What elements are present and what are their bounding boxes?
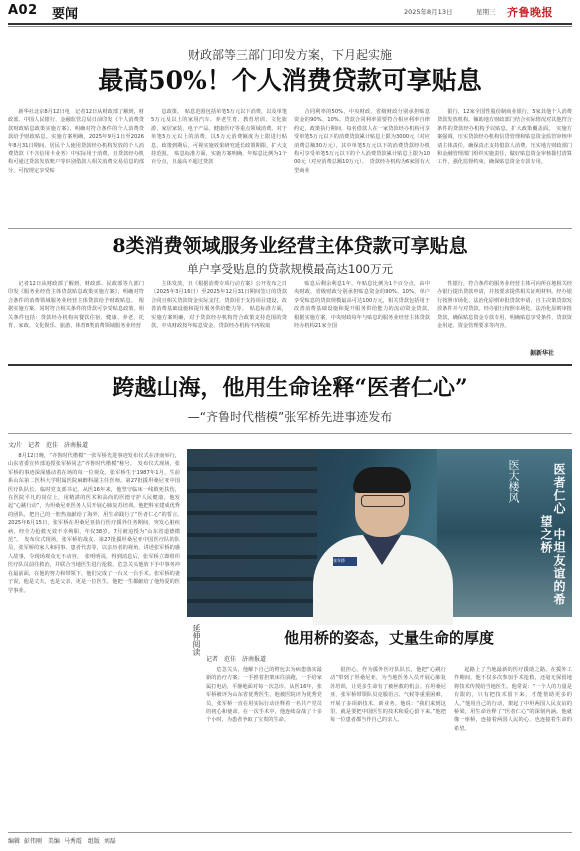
story2-column-3: 贴息后剩余利息1年，年贴息比例为1个百分点，由中央财政，省级财政分别承担贴息资金的90%、10%，单户享受贴息的贷款规模最高可达100万元，相关贷款包括用于改善消费基础设施和提升服务供给能力的流动资金贷款。 根据实施方案，中央财政每年与贴息的服务业经营主体贷款经办机构21家全国	[294, 281, 436, 330]
photo-doctor-hair	[353, 467, 411, 493]
photo-background-shelf	[187, 449, 317, 617]
story3-headline: 跨越山海，他用生命诠释“医者仁心”	[112, 375, 468, 401]
issue-date: 2025年8月13日	[404, 8, 453, 16]
story3-column-1: 8月12日晚，“齐鲁时代楷模”一张军桥先进事迹发布仪式在济南举行，山东省委宣传部追授张军桥同志“齐鲁时代楷模”称号。 发布仪式现场，张军桥的事迹深深感动着在场的每一位观众。张军桥生于1987年1月，生前系山东第二医科大学附属医院麻醉科副主任医师。第27批援坦桑尼亚中国医疗队队长、临时党支部书记。从医16年来，他坚守临床一线救死扶伤，在医院平凡的岗位上，用精湛的医术和高尚的医德守护人民健康。他发起“心跳行动”，为坦桑尼亚医务人员开展心肺复苏培训。他把科室建成优秀的团队，把自己的一腔热血献给了海外，用生命践行了“医者仁心”的誓言。 2025年6月15日，张军桥在坦桑尼亚执行医疗援外任务期间，突发心脏疾病，经全力抢救无效不幸殉职，年仅38岁。7月被追授为“山东省道德模范”。 发布仪式现场，张军桥的战友、第27批援坦桑尼亚中国医疗队的队员，张军桥的家人和同事、患者代表等，以亲历者的视角，讲述张军桥的感人故事，令现场观众无不动容。 张明明说，得到消息后，张军桥立即组织医疗队员前往救治，并联合当地医生进行抢救。危急关头他放下手中事务冲在最前面，在他的努力和带领下，他们完成了一台又一台手术。张军桥的妻子说，他是丈夫，也是父亲，更是一位医生，他把一生都献给了他热爱的医学事业。	[8, 453, 186, 594]
masthead-rule	[8, 23, 572, 25]
feature-column-3: 起路上了当地最新的医疗援助之路。在援外工作期间，他不仅多次参加手术抢救，还毫无保留地将技术传授给当地医生。他常说：“一个人的力量是有限的，只有把技术留下来，才能帮助更多的人。”他用自己的行动，架起了中坦两国人民友谊的桥梁，用生命诠释了“医者仁心”的深刻内涵。他就像一座桥，连接着两国人民的心，也连接着生命的希望。	[454, 667, 572, 732]
footer-rule	[8, 832, 572, 833]
feature-byline: 记者 范佳 济南报道	[206, 656, 267, 663]
photo-doctor-glasses	[361, 495, 405, 507]
story2-subhead: 单户享受贴息的贷款规模最高达100万元	[187, 262, 393, 276]
story2-column-1: 记者12日从财政部了解到，财政部、民政部等九部门印发《服务业经营主体贷款贴息政策实施方案》，明确对符合条件的消费领域服务业经营主体贷款给予财政贴息。 根据实施方案，同时符合相关条件的贷款可享受贴息政策，相关条件包括：贷款经办机构向餐饮住宿、健康、养老、托育、家政、文化娱乐、旅游、体育8类消费领域服务业经营	[8, 281, 144, 330]
section-divider	[8, 228, 572, 229]
photo-caption-vertical: 医者仁心 中坦友谊的希望之桥	[539, 462, 566, 606]
photo-name-badge-text: 张军桥	[333, 558, 345, 563]
photo-caption-secondary: 医大楼风	[507, 459, 520, 503]
story1-column-1: 新华社北京8月12日电 记者12日从财政部了解到，财政部、中国人民银行、金融监管总局日前印发《个人消费贷款财政贴息政策实施方案》，明确对符合条件的个人消费贷款给予财政贴息。实施方案明确，2025年9月1日至2026年8月31日期间，居民个人使用贷款经办机构发放的个人消费贷款（不含信用卡业务）中实际用于消费，且贷款经办机构可通过贷款发放账户等识别借款人相关消费交易信息的部分，可按规定享受贴	[8, 109, 144, 174]
story1-column-4: 银行，12家全国性股份制商业银行，5家其他个人消费贷款发放机构。额助地方财政部门结合实际情况对其他符合条件的贷款经办机构予以贴息，扩大政策覆盖面。 实施方案强调，压实贷款经办机构信贷管理和贴息资金监管审核申请主体责任，确保真正支持借款人消费，压实地方财政部门和金融管理部门组织实施责任，做好贴息资金审核拨付清算工作，强化监督约束，确保贴息资金专款专用。	[437, 109, 572, 166]
story2-headline: 8类消费领域服务业经营主体贷款可享贴息	[112, 235, 468, 257]
masthead	[0, 0, 580, 26]
extended-reading-tag: 延伸阅读	[192, 624, 201, 656]
editor-credits: 编辑 彭伟刚 美编 马秀霞 组版 刘磊	[8, 838, 116, 845]
issue-weekday: 星期三	[476, 8, 496, 16]
masthead-rule-thin	[8, 26, 572, 27]
story2-column-2: 主体发放，且《根据消费专项行动方案》公开发布之日（2025年3月16日）至2025年12月31日期间签订的贷款合同且相关贷款资金实际支付，贷款用于支持项目建设，改善消费基础设施和提升服务供给能力等。 贴息标准方面，实施方案明确，对于贷款经办机构符合政策支持范围的贷款，中央财政按年贴息资金，贷款经办机构不再收取	[151, 281, 287, 330]
story3-subhead: —“齐鲁时代楷模”张军桥先进事迹发布	[187, 410, 393, 424]
story1-column-3: 合同利率的50%，中央财政、省级财政分别承担贴息资金的90%、10%。贷款合同利率需要符合相应利率自律约定，政策执行期间，每名借款人在一家贷款经办机构可享受单笔5万元以下的消费贷款累计贴息上限为3000元（对应消费总额30万元），其中单笔5万元以下的消费贷款经办机构可享受单笔5万元以下的个人消费贷款累计贴息上限为1000元（对应消费总额10万元）。 贷款经办机构为6家国有大型商业	[294, 109, 430, 174]
feature-column-2: 很担心。作为援外医疗队队长，他把“心跳行动”带到了坦桑尼亚，为当地医务人员开展心肺复苏培训，让更多生命有了被拯救的机会。在坦桑尼亚，张军桥带领队员克服语言、气候等重重困难，开展了多项新技术、新业务。他说：“我们来到这里，就是要把中国医生的技术和爱心留下来。”他把每一位患者都当作自己的亲人。	[330, 667, 446, 724]
story3-rule	[8, 433, 572, 434]
section-divider-thick	[8, 364, 572, 366]
newspaper-logo: 齐鲁晚报	[507, 6, 553, 19]
story1-kicker: 财政部等三部门印发方案，下月起实施	[187, 48, 392, 62]
section-number: A02	[8, 3, 38, 18]
story2-credit: 据新华社	[530, 350, 555, 357]
story3-byline: 文/片 记者 范佳 济南报道	[8, 442, 89, 449]
story3-photo	[187, 449, 572, 617]
story2-column-4: 性银行，符合条件的服务业经营主体可向所在地相关经办银行提出贷款申请，并按要求提供相关证明材料。经办银行按照市场化、法治化原则审批贷款申请，自主决策贷款发放条件并与对贷款。经办银行按照市场化、法治化原则审批贷款，确保贴息资金专款专用，明确贴息享受条件、贷款资金用途、资金管理要求等内容。	[437, 281, 572, 330]
section-name: 要闻	[52, 7, 79, 22]
story1-headline: 最高50%！个人消费贷款可享贴息	[98, 66, 482, 95]
feature-column-1: 危急关头，他解下自己的臂包去为病患落实最新的治疗方案；一手推着担架床往前跑，一手给家属打电话，平静地面对每一次急诊。从医16年，张军桥被评为山东省优秀医生，他被医院评为优秀党员，张军桥一直在用实际行动诠释着一名共产党员的初心和使命。在一次手术中，他连续奋战了十多个小时，为患者争取了宝贵的生命。	[206, 667, 322, 724]
story1-column-2: 息政策。 贴息范围包括单笔5万元以下消费，以及单笔5万元及以上的家用汽车、养老生育、教育培训、文化旅游、家居家装、电子产品、健康医疗等重点领域消费。对于单笔5万元以上的消费，以5万元消费额度为上限进行贴息，政策到期后，可视实施效果研究延长政策期限，扩大支持范围。 贴息标准方面，实施方案明确，年贴息比例为1个百分点，且最高不超过贷款	[151, 109, 287, 166]
feature-headline: 他用桥的姿态，丈量生命的厚度	[283, 629, 494, 647]
